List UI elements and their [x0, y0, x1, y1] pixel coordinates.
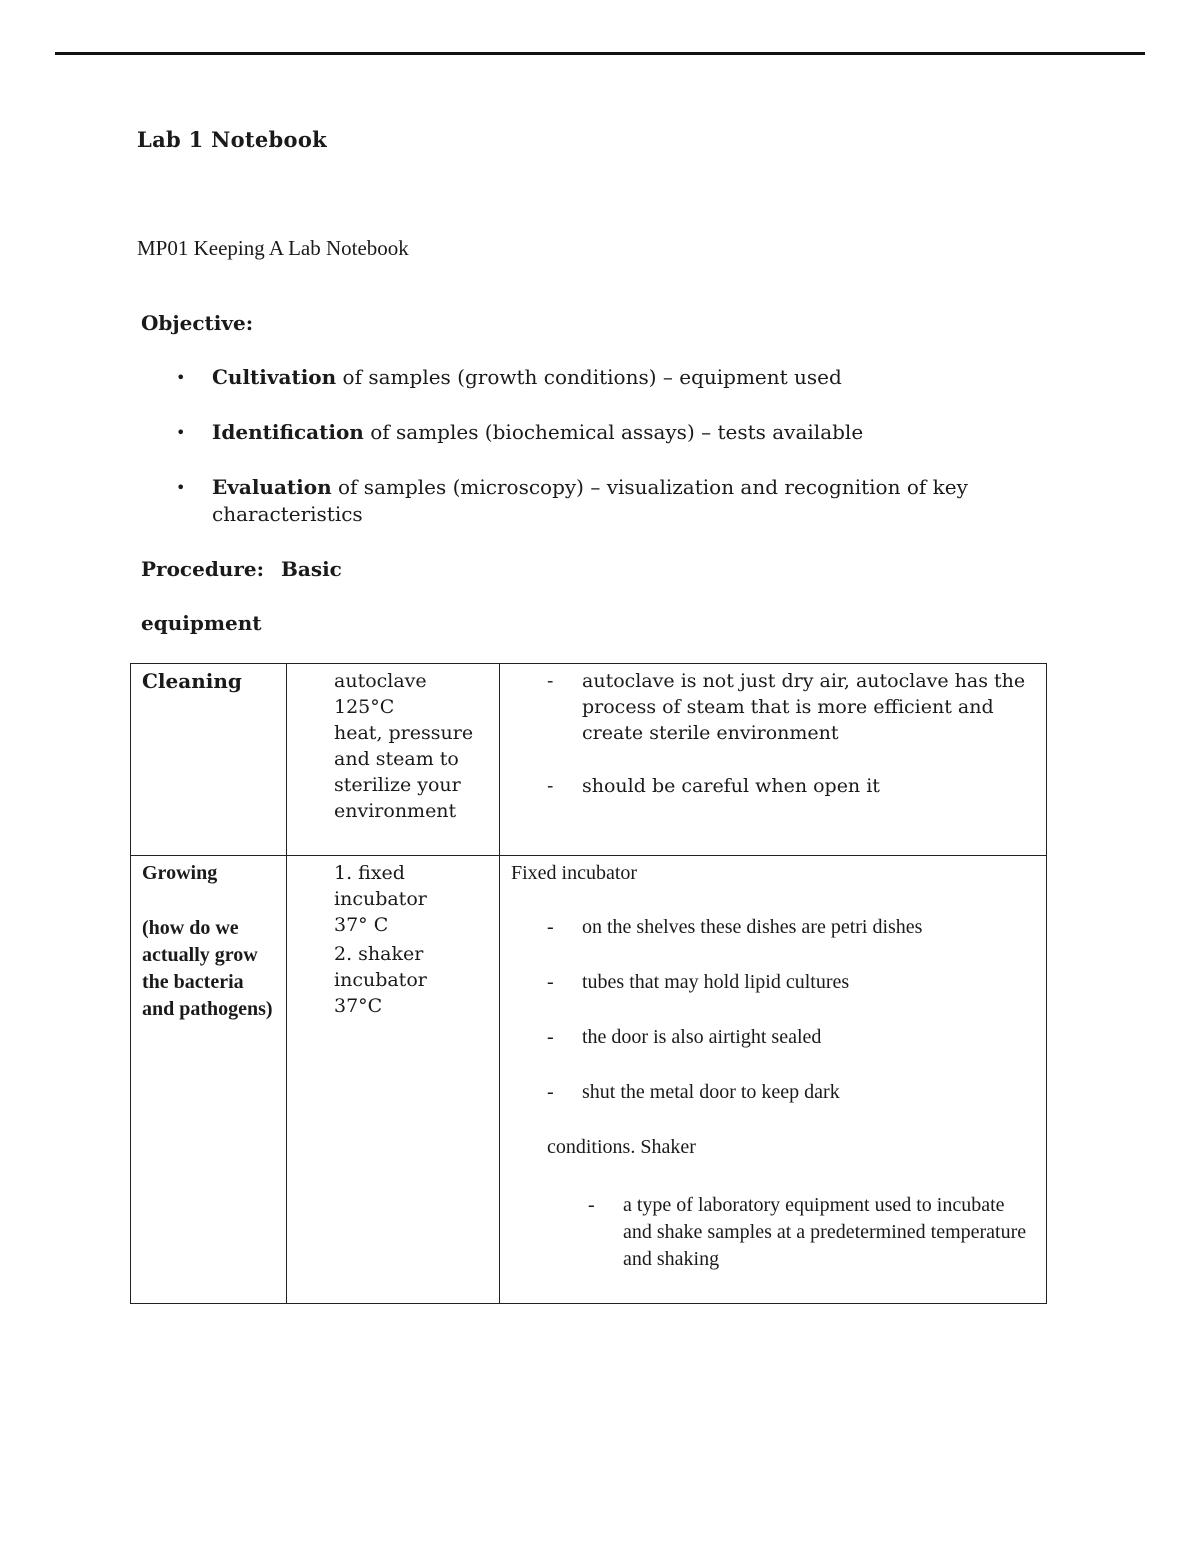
list-item	[176, 474, 1056, 528]
equipment-line: 37° C	[334, 914, 389, 936]
dash-icon: -	[547, 916, 554, 938]
list-item	[176, 419, 1056, 446]
equipment-line: sterilize your	[334, 774, 461, 796]
list-item	[511, 1079, 1035, 1106]
list-item	[511, 914, 1035, 941]
objective-term: Evaluation	[212, 475, 332, 499]
equipment-heading: equipment	[141, 611, 262, 635]
equipment-line: incubator	[334, 969, 427, 991]
objective-term: Cultivation	[212, 365, 337, 389]
fixed-incubator-notes	[511, 914, 1035, 1106]
equipment-description	[298, 668, 488, 824]
list-item	[511, 773, 1035, 799]
row-heading-note: (how do we actually grow the bacteria and pathogens)	[142, 917, 273, 1020]
table-cell	[500, 664, 1047, 856]
cleaning-notes	[511, 668, 1035, 799]
equipment-line: autoclave	[334, 670, 427, 692]
list-item	[511, 969, 1035, 996]
equipment-description	[298, 860, 488, 1019]
section-subtitle: MP01 Keeping A Lab Notebook	[137, 236, 409, 260]
table-row	[131, 856, 1047, 1304]
bullet-icon: •	[176, 423, 186, 442]
equipment-line: and steam to	[334, 748, 459, 770]
row-heading-cleaning: Cleaning	[142, 669, 242, 693]
growing-notes	[511, 860, 1035, 1273]
list-item	[511, 668, 1035, 746]
page-title: Lab 1 Notebook	[137, 127, 328, 152]
note-text: autoclave is not just dry air, autoclave has the process of steam that is more efficient and create sterile environment	[582, 670, 1026, 744]
table-cell	[500, 856, 1047, 1304]
objective-text: of samples (microscopy) – visualization and recognition of key characteristics	[212, 475, 968, 526]
equipment-line: 37°C	[334, 995, 383, 1017]
table-cell	[131, 856, 287, 1304]
objective-text: of samples (growth conditions) – equipment used	[336, 365, 842, 389]
note-text: tubes that may hold lipid cultures	[582, 971, 850, 993]
equipment-table	[130, 663, 1047, 1304]
dash-icon: -	[547, 1026, 554, 1048]
procedure-heading: Procedure: Basic	[141, 557, 342, 581]
note-text: shut the metal door to keep dark	[582, 1081, 840, 1103]
equipment-line: 125°C	[334, 696, 395, 718]
bullet-icon: •	[176, 478, 186, 497]
dash-icon: -	[547, 971, 554, 993]
objective-list	[176, 364, 1056, 556]
list-item	[176, 364, 1056, 391]
dash-icon: -	[547, 670, 554, 692]
equipment-line: heat, pressure	[334, 722, 474, 744]
table-cell	[287, 664, 500, 856]
objective-term: Identification	[212, 420, 364, 444]
top-horizontal-rule	[55, 52, 1145, 55]
objective-text: of samples (biochemical assays) – tests available	[363, 420, 864, 444]
equipment-line: incubator	[334, 888, 427, 910]
equipment-line: 2. shaker	[334, 943, 424, 965]
list-item	[511, 1024, 1035, 1051]
table-cell	[287, 856, 500, 1304]
note-text: on the shelves these dishes are petri dishes	[582, 916, 923, 938]
note-intro: Fixed incubator	[511, 862, 638, 884]
objective-heading: Objective:	[141, 311, 254, 335]
list-item	[511, 1192, 1035, 1273]
dash-icon: -	[547, 775, 554, 797]
note-text: should be careful when open it	[582, 775, 880, 797]
equipment-line: environment	[334, 800, 457, 822]
row-heading-growing: Growing	[142, 862, 218, 884]
note-text: a type of laboratory equipment used to incubate and shake samples at a predetermined temperature and shaking	[623, 1194, 1027, 1270]
dash-icon: -	[588, 1194, 595, 1216]
dash-icon: -	[547, 1081, 554, 1103]
table-cell	[131, 664, 287, 856]
table-row	[131, 664, 1047, 856]
bullet-icon: •	[176, 368, 186, 387]
equipment-line: 1. fixed	[334, 862, 405, 884]
note-continuation: conditions. Shaker	[547, 1136, 696, 1158]
shaker-notes	[511, 1192, 1035, 1273]
note-text: the door is also airtight sealed	[582, 1026, 822, 1048]
